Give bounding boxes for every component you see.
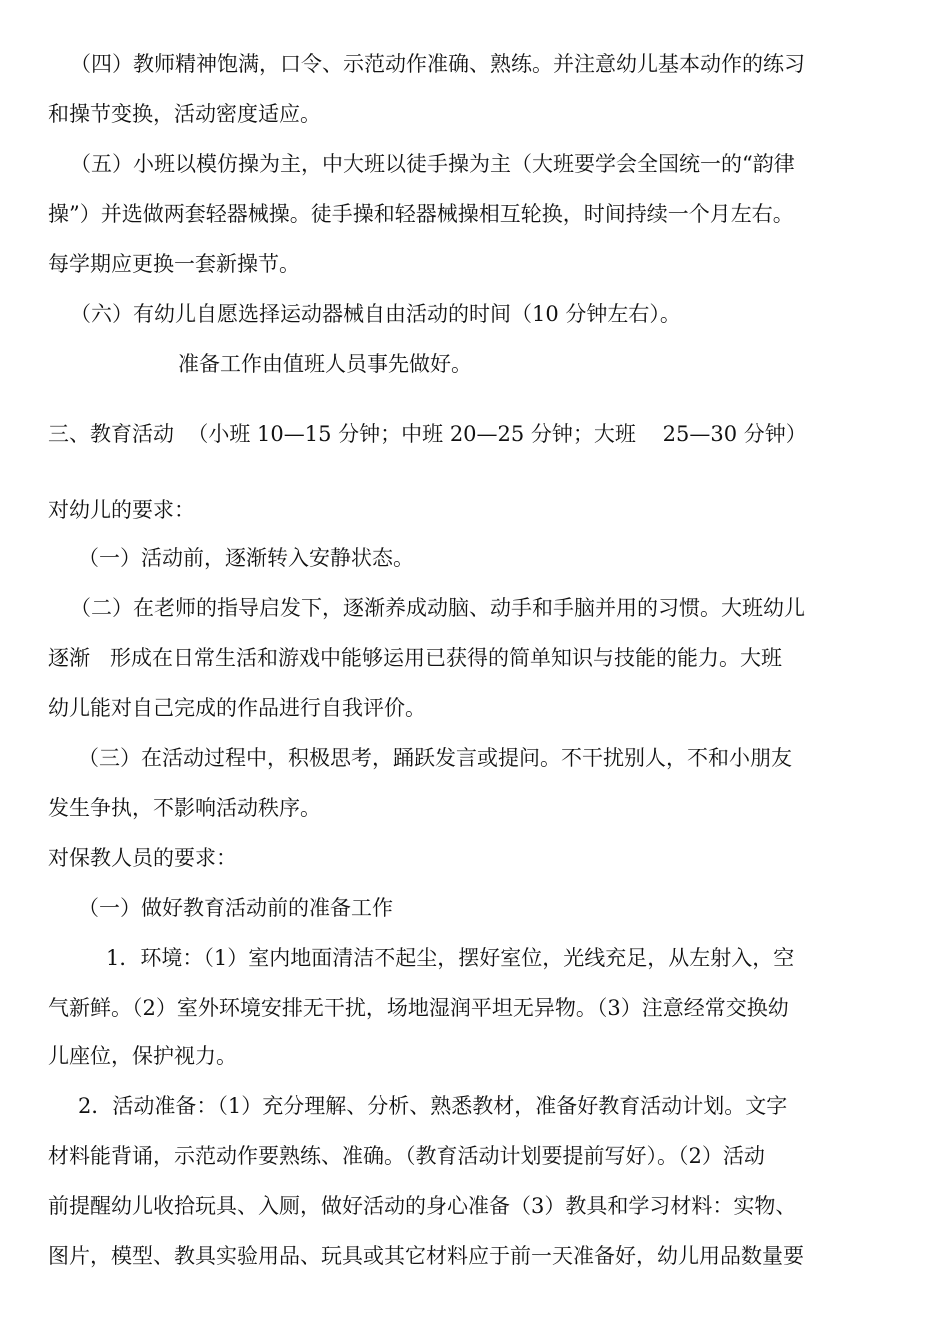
paragraph-line: （四）教师精神饱满，口令、示范动作准确、熟练。并注意幼儿基本动作的练习: [70, 52, 805, 76]
paragraph-line: 准备工作由值班人员事先做好。: [178, 352, 472, 376]
paragraph-line: 每学期应更换一套新操节。: [48, 252, 300, 276]
paragraph-line: 和操节变换，活动密度适应。: [48, 102, 321, 126]
paragraph-line: 1．环境：（1）室内地面清洁不起尘，摆好室位，光线充足，从左射入，空: [106, 946, 795, 970]
paragraph-line: 操”）并选做两套轻器械操。徒手操和轻器械操相互轮换，时间持续一个月左右。: [48, 202, 794, 226]
paragraph-line: （五）小班以模仿操为主，中大班以徒手操为主（大班要学会全国统一的“韵律: [70, 152, 795, 176]
paragraph-line: 2．活动准备：（1）充分理解、分析、熟悉教材，准备好教育活动计划。文字: [78, 1094, 788, 1118]
paragraph-line: （二）在老师的指导启发下，逐渐养成动脑、动手和手脑并用的习惯。大班幼儿: [70, 596, 805, 620]
paragraph-line: 气新鲜。（2）室外环境安排无干扰，场地湿润平坦无异物。（3）注意经常交换幼: [48, 996, 789, 1020]
paragraph-line: （一）活动前，逐渐转入安静状态。: [78, 546, 414, 570]
section-heading: 三、教育活动 （小班 10—15 分钟；中班 20—25 分钟；大班 25—30 分钟）: [48, 422, 807, 446]
subheading: 对幼儿的要求：: [48, 498, 195, 522]
subheading: 对保教人员的要求：: [48, 846, 237, 870]
paragraph-line: 幼儿能对自己完成的作品进行自我评价。: [48, 696, 426, 720]
paragraph-line: 前提醒幼儿收拾玩具、入厕，做好活动的身心准备（3）教具和学习材料：实物、: [48, 1194, 797, 1218]
paragraph-line: （三）在活动过程中，积极思考，踊跃发言或提问。不干扰别人，不和小朋友: [78, 746, 792, 770]
paragraph-line: 儿座位，保护视力。: [48, 1044, 237, 1068]
paragraph-line: 图片，模型、教具实验用品、玩具或其它材料应于前一天准备好，幼儿用品数量要: [48, 1244, 804, 1268]
paragraph-line: 材料能背诵，示范动作要熟练、准确。（教育活动计划要提前写好）。（2）活动: [48, 1144, 765, 1168]
paragraph-line: 逐渐 形成在日常生活和游戏中能够运用已获得的简单知识与技能的能力。大班: [48, 646, 783, 670]
paragraph-line: 发生争执，不影响活动秩序。: [48, 796, 321, 820]
paragraph-line: （一）做好教育活动前的准备工作: [78, 896, 393, 920]
paragraph-line: （六）有幼儿自愿选择运动器械自由活动的时间（10 分钟左右）。: [70, 302, 681, 326]
